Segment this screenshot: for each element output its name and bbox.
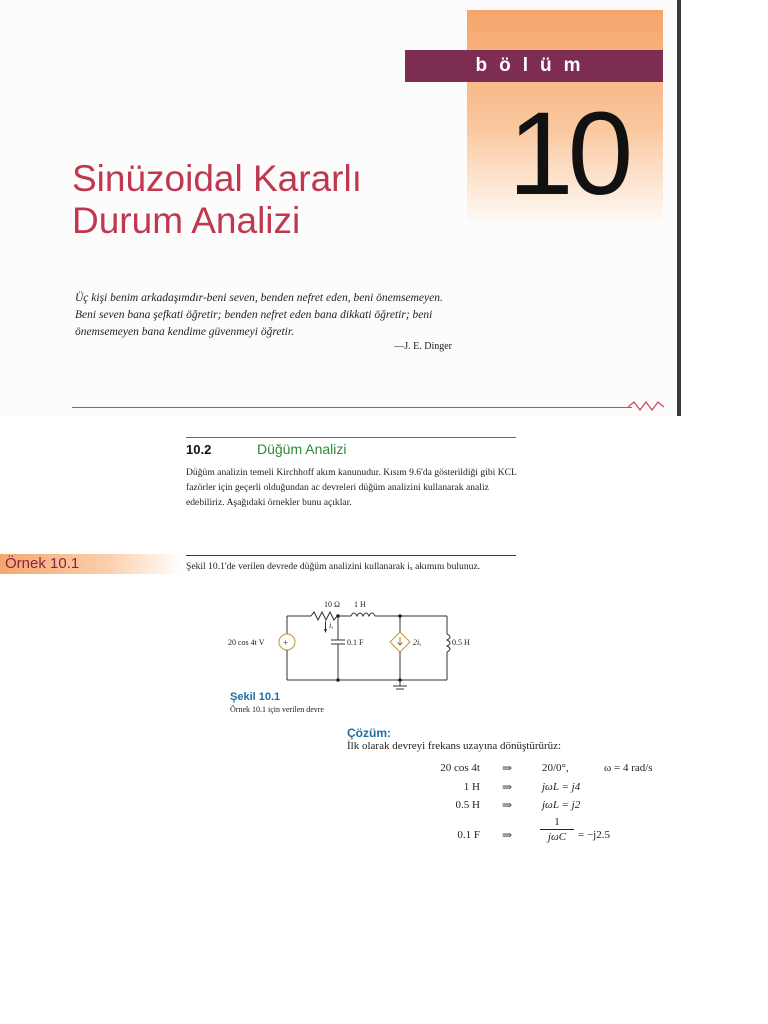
section-title: Düğüm Analizi bbox=[257, 441, 347, 457]
example-paragraph: Şekil 10.1'de verilen devrede düğüm analizini kullanarak iₓ akımını bulunuz. bbox=[186, 561, 481, 572]
inductor1-label: 1 H bbox=[354, 600, 366, 609]
decorative-divider-line bbox=[72, 407, 632, 408]
example-rule bbox=[186, 555, 516, 556]
figure-title: Şekil 10.1 bbox=[230, 691, 281, 703]
solution-title: Çözüm: bbox=[347, 726, 391, 740]
section-number: 10.2 bbox=[186, 442, 212, 457]
chapter-title-line1: Sinüzoidal Kararlı bbox=[72, 158, 362, 199]
equation2-arrow: ⇒ bbox=[502, 780, 513, 794]
source-label: 20 cos 4t V bbox=[228, 638, 265, 647]
fraction-bar bbox=[540, 829, 574, 830]
epigraph-author: —J. E. Dinger bbox=[394, 341, 452, 352]
equation2-left: 1 H bbox=[463, 781, 480, 793]
resistor-label: 10 Ω bbox=[324, 600, 340, 609]
solution-intro: İlk olarak devreyi frekans uzayına dönüştürürüz: bbox=[347, 740, 562, 752]
section-rule bbox=[186, 437, 516, 438]
fraction-numerator: 1 bbox=[554, 816, 560, 828]
current-label: iₓ bbox=[329, 621, 334, 630]
equation4-arrow: ⇒ bbox=[502, 828, 513, 842]
inductor-symbol-vertical bbox=[447, 634, 450, 652]
figure-caption: Örnek 10.1 için verilen devre bbox=[230, 705, 324, 714]
equation4-fraction bbox=[540, 816, 574, 843]
equation1-left: 20 cos 4t bbox=[440, 762, 480, 774]
circuit-diagram bbox=[228, 596, 478, 690]
equation3-right: jωL = j2 bbox=[542, 799, 581, 811]
epigraph-quote: Üç kişi benim arkadaşımdır-beni seven, benden nefret eden, beni önemsemeyen. Beni seven bana şefkati öğretir; benden nefret eden bana dikkati öğretir; beni önemsemeyen bana kendime güvenmeyi öğretir. bbox=[75, 292, 443, 338]
equation3-arrow: ⇒ bbox=[502, 798, 513, 812]
equation1-arrow: ⇒ bbox=[502, 761, 513, 775]
example-label: Örnek 10.1 bbox=[5, 555, 80, 572]
zigzag-ornament-icon bbox=[628, 399, 664, 413]
chapter-number: 10 bbox=[508, 88, 628, 220]
chapter-title bbox=[72, 158, 432, 242]
inductor-symbol bbox=[351, 613, 375, 616]
svg-text:+: + bbox=[283, 638, 289, 648]
inductor2-label: 0.5 H bbox=[452, 638, 470, 647]
resistor-symbol bbox=[311, 612, 337, 620]
equation1-omega: ω = 4 rad/s bbox=[604, 762, 653, 774]
page-edge-rule bbox=[677, 0, 681, 416]
section-paragraph: Düğüm analizin temeli Kirchhoff akım kanunudur. Kısım 9.6'da gösterildiği gibi KCL fazörler için geçerli olduğundan ac devreleri düğüm analizini kullanarak analiz edebiliriz. Aşağıdaki örnekler bunu açıklar. bbox=[186, 467, 517, 508]
capacitor-label: 0.1 F bbox=[347, 638, 364, 647]
equation3-left: 0.5 H bbox=[455, 799, 480, 811]
chapter-label-bar: bölüm bbox=[405, 50, 663, 82]
equation4-result: = −j2.5 bbox=[578, 829, 610, 841]
chapter-title-line2: Durum Analizi bbox=[72, 200, 301, 241]
dependent-source-label: 2iₓ bbox=[413, 638, 422, 647]
equation4-left: 0.1 F bbox=[457, 829, 480, 841]
fraction-denominator: jωC bbox=[547, 831, 567, 843]
equation2-right: jωL = j4 bbox=[542, 781, 581, 793]
equation1-right: 20/0°, bbox=[542, 762, 569, 774]
